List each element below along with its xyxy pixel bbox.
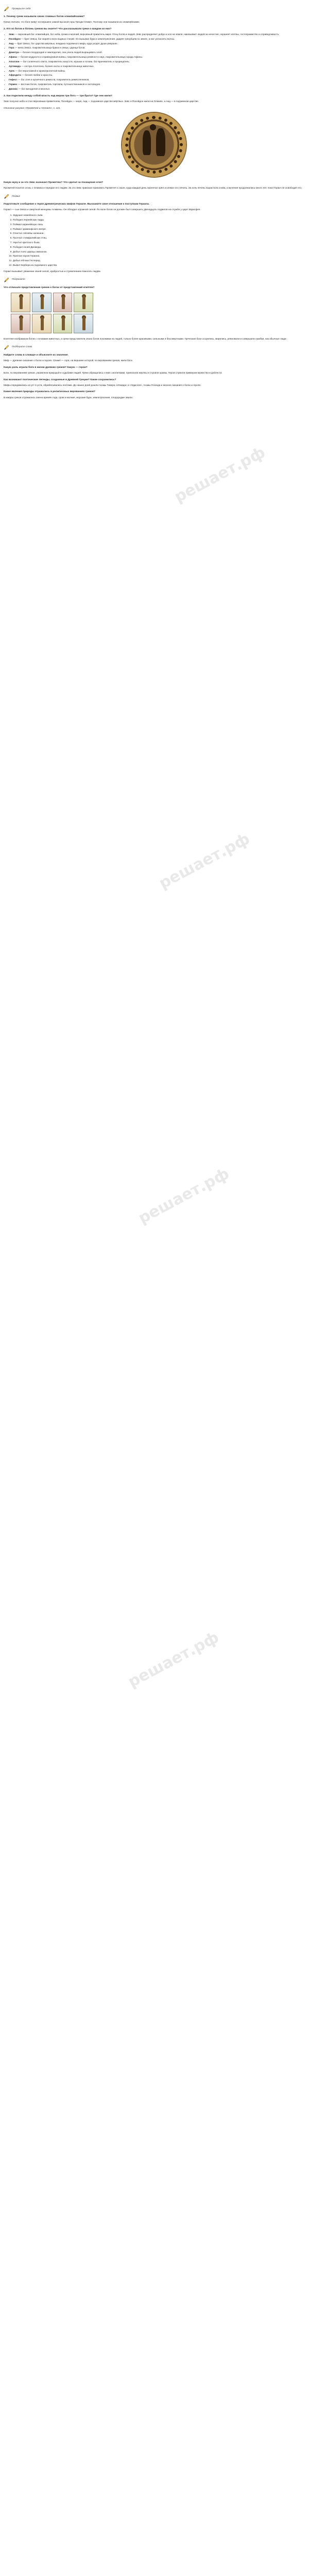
god-item: • Афродита — богиня любви и красоты. [9,74,304,77]
question-title: Как возникают поэтические легенды, созданные в Древней Греции? Какие сохранились? [4,378,116,381]
list-item: 9. Добыл пояс царицы амазонок. [13,250,304,254]
question-title: 2. Кто из богов и богинь греков вы знаете? Что рассказывали греки о каждом из них? [4,27,112,30]
pencil-icon [4,193,10,199]
illustration-tile [32,314,52,333]
section-heading-label: Подумайте [12,278,25,281]
watermark: решает.рф [156,829,253,893]
god-item: • Деметра — богиня плодородия и земледелия, она учила людей выращивать хлеб. [9,51,304,55]
god-item: • Гера — жена Зевса, покровительница брака и семьи, царица богов. [9,46,304,50]
question-6 [4,286,304,341]
gods-list [4,33,304,91]
pencil-icon [4,344,10,350]
question-answer: Прометей похитил огонь с Олимпа и передал его людям. За это Зевс приказал приковать Прометея к скале, куда каждый день прилетал орёл и клевал его печень. За ночь печень вырастала снова, и мучения продолжались много лет, пока Геракл не освободил его. [4,187,302,190]
god-item: • Артемида — сестра Аполлона, богиня охоты и покровительница животных. [9,65,304,69]
list-item: 1. Задушил немейского льва. [13,214,304,217]
watermark: решает.рф [171,443,269,506]
illustration-tile [74,314,93,333]
question-title: Какую муку и за что Зевс назначил Прометею? Что сделал за похищение огня? [4,181,104,184]
illustration-caption: Описание рисунка «Прометей и Атлант», с. 121. [4,106,61,109]
section-heading-words [4,344,304,350]
vase-illustration [4,113,304,177]
question-answer: Мифы передавались из уст в уста, обрабатывались поэтами. До наших дней дошли поэмы Гомера «Илиада» и «Одиссея», поэмы Гесиода и многие сказания о богах и героях. [4,383,201,386]
question-conclusion: Геракл вызывает уважение своей силой, храбростью и стремлением помогать людям. [4,269,101,273]
god-item: • Афина — богиня мудрости и справедливой войны, покровительница ремёсел и наук, покровительница города Афины. [9,56,304,59]
question-8 [4,366,304,375]
question-answer: Зевс получил небо и стал верховным правителем, Посейдон — моря, Аид — подземное царство мёртвых. Зевс и Посейдон жили на Олимпе, а Аид — в подземном царстве. [4,99,199,103]
illustration-tile [11,314,30,333]
god-item: • Аид — брат Зевса, бог царства мёртвых, владыка подземного мира, куда уходят души умерших. [9,42,304,46]
god-item: • Арес — бог вероломной и кровопролитной войны. [9,70,304,73]
list-item: 6. Прогнал стимфалийских птиц. [13,236,304,240]
question-title: Какие явления природы отражались в религиозных верованиях греков? [4,391,96,394]
list-item: 8. Победил коней Диомеда. [13,246,304,249]
question-7 [4,353,304,363]
illustration-tile [11,293,30,312]
question-3 [4,94,304,104]
question-answer: Греки считали, что боги живут на вершине самой высокой горы Греции Олимп. Поэтому они называли их олимпийскими. [4,21,140,24]
question-4 [4,181,304,190]
section-heading-label: Подвиг [12,194,20,197]
illustration-tile [53,293,73,312]
list-item: 11. Добыл яблоки Гесперид. [13,259,304,263]
list-item: 5. Очистил Авгиевы конюшни. [13,232,304,235]
question-answer: Боги, по верованиям греков, управляли природой и судьбами людей. Греки обращались к ним с молитвами, приносили жертвы и строили храмы. Герои служили примером мужества и доблести. [4,371,222,374]
list-item: 2. Победил лернейскую гидру. [13,218,304,222]
section-heading-task [4,193,304,199]
god-item: • Зевс — верховный бог олимпийцев, бог неба, грома и молний, верховный правитель мира. Отец богов и людей. Зевс распределяет добро и зло на земле, наказывает людей за нечестие, охраняет клятвы, гостеприимство и справедливость. [9,33,304,37]
labors-list [4,214,304,267]
page [0,0,309,408]
list-item: 3. Поймал керинейскую лань. [13,223,304,227]
watermark: решает.рф [135,1164,233,1228]
question-9 [4,378,304,387]
question-title: 3. Как поделили между собой власть над миром три бога — три брата? Где они жили? [4,94,112,97]
question-title: Какую роль играли боги в жизни древних греков? Какую — герои? [4,366,88,369]
list-item: 10. Пригнал коров Гериона. [13,255,304,258]
god-item: • Гефест — бог огня и кузнечного ремесла, покровитель ремесленников. [9,78,304,82]
question-title: 1. Почему греки называли своих главных богов олимпийскими? [4,15,85,18]
god-item: • Посейдон — брат Зевса, бог морей и всех водных стихий. Он вызывал бури и землетрясения, ударяя трезубцем по земле, и мог успокоить волны. [9,38,304,41]
question-title: Что отличало представления греков о богах от представлений египтян? [4,286,95,289]
pencil-icon [4,277,10,283]
section-heading-label: Подберите слова [12,345,32,348]
question-intro: Геракл — сын Зевса и смертной женщины Алкмены. Он обладал огромной силой. По воле богов он должен был совершить двенадцать подвигов на службе у царя Эврисфея. [4,208,201,211]
question-10 [4,390,304,399]
god-item: • Гермес — вестник богов, покровитель торговли, путешественников и скотоводов. [9,83,304,87]
question-answer: Египтяне изображали богов с головами животных, а греки представляли своих богов похожими на людей, только более красивыми, сильными и бессмертными. Греческие боги ссорились, мирились, ревновали и совершали ошибки, как обычные люди. [4,337,287,340]
pencil-icon [4,6,10,12]
question-title: Подготовьте сообщение о герое древнегреческих мифов Геракле. Выскажите свое отношение к поступкам Геракла. [4,203,150,206]
question-answer: В мифах греков отражались смена времён года, гром и молния, морские бури, землетрясения, плодородие земли. [4,396,133,399]
god-item: • Дионис — бог виноделия и веселья. [9,88,304,91]
greek-vase-image [122,113,186,177]
list-item: 12. Вывел Кербера из подземного царства. [13,264,304,267]
gods-illustration-grid [11,293,93,333]
list-item: 4. Поймал эриманфского вепря. [13,228,304,231]
illustration-tile [74,293,93,312]
watermark: решает.рф [125,1628,222,1691]
god-item: • Аполлон — бог солнечного света, покровитель искусств, музыки и поэзии, бог-врачеватель и прорицатель. [9,60,304,64]
section-heading-think [4,277,304,283]
question-1 [4,15,304,24]
question-5 [4,202,304,273]
list-item: 7. Укротил критского быка. [13,241,304,245]
question-2 [4,27,304,91]
illustration-tile [53,314,73,333]
section-heading-check [4,6,304,12]
illustration-tile [32,293,52,312]
question-title: Найдите слова в словаре и объясните их значение. [4,353,69,357]
question-answer: Миф — древнее сказание о богах и героях. Олимп — гора, на вершине которой, по верованиям греков, жили боги. [4,359,133,362]
section-heading-label: Проверьте себя [12,7,31,10]
